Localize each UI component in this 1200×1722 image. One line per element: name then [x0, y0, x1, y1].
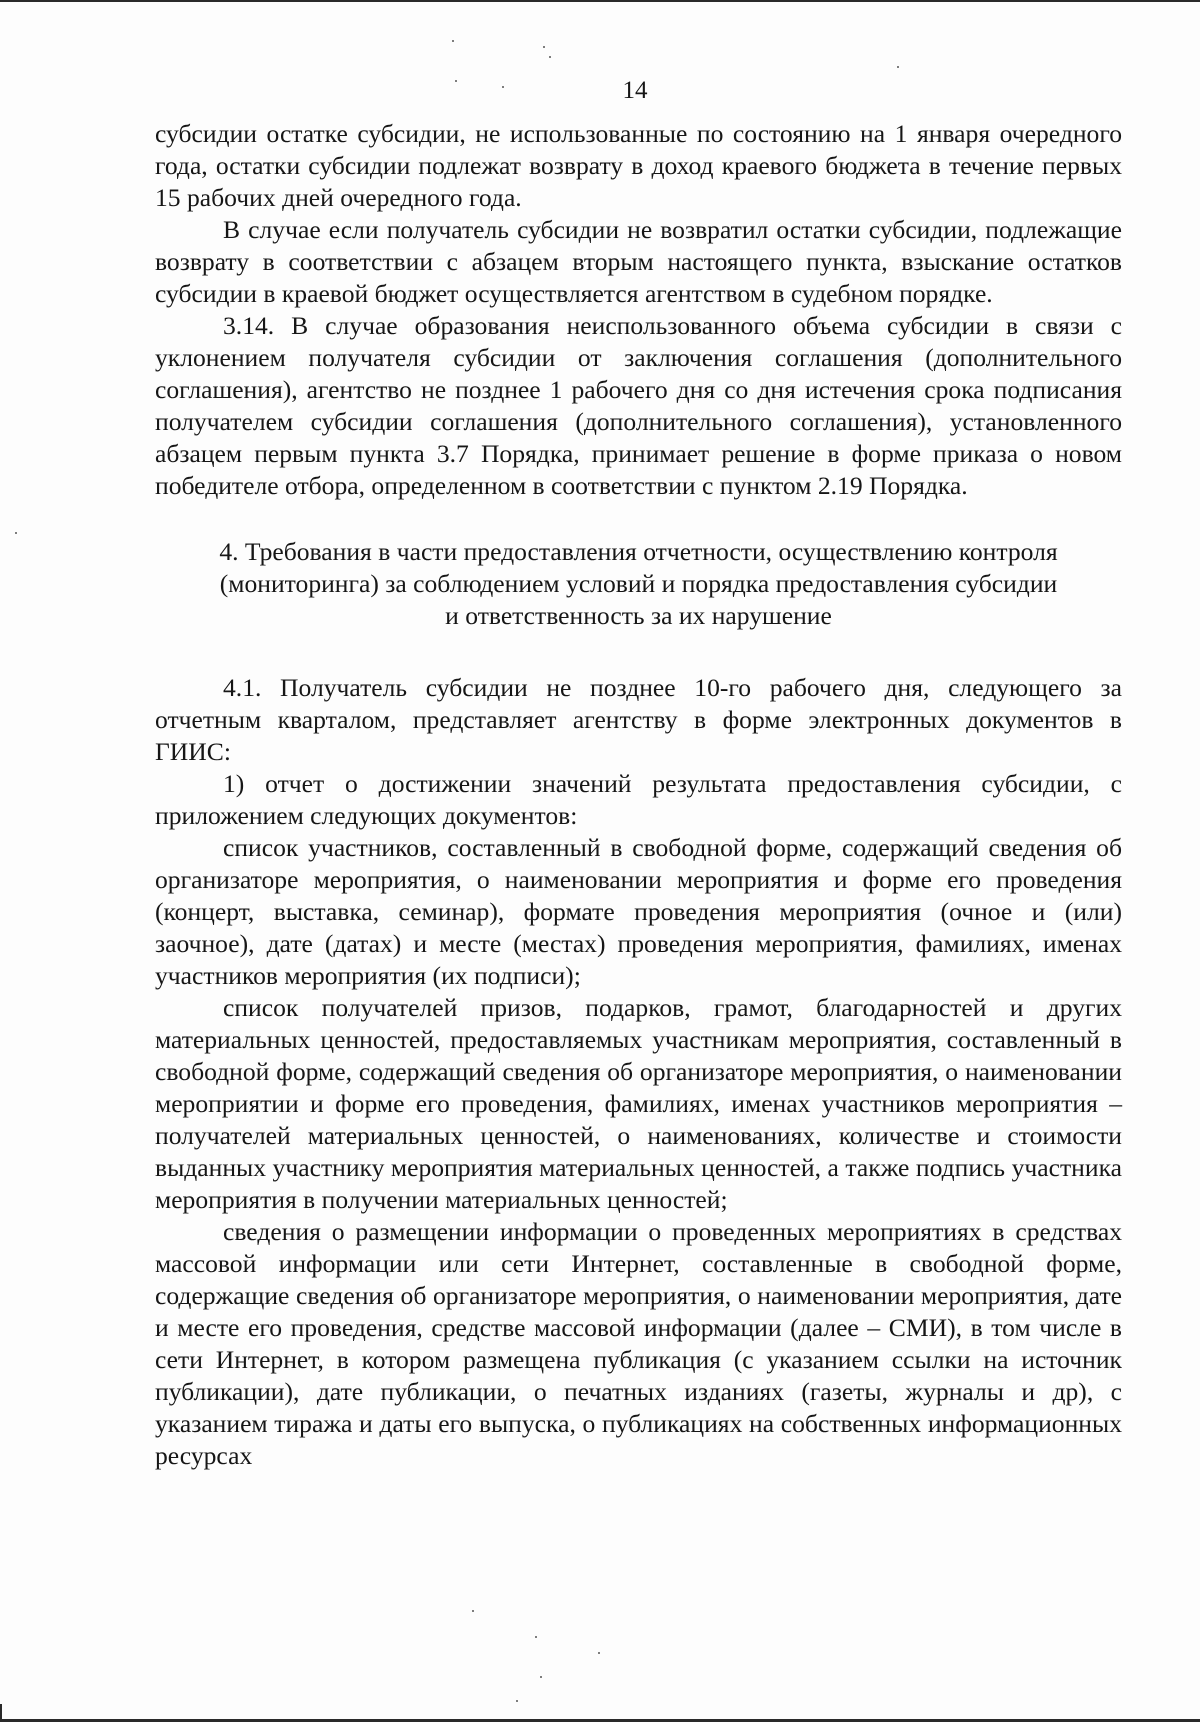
scan-speck	[540, 1676, 542, 1678]
section-heading-line: и ответственность за их нарушение	[445, 601, 832, 630]
paragraph-4-1: 4.1. Получатель субсидии не позднее 10-го рабочего дня, следующего за отчетным кварталом, представляет агентству в форме электронных документов в ГИИС:	[155, 673, 1122, 766]
scan-speck	[535, 1636, 537, 1638]
scan-speck	[452, 40, 454, 42]
scan-speck	[516, 1700, 518, 1702]
page-number: 14	[622, 77, 648, 104]
scan-speck	[15, 532, 17, 534]
document-body	[155, 118, 1122, 1472]
scan-speck	[897, 66, 899, 68]
scan-speck	[598, 1652, 600, 1654]
scan-edge-top	[0, 0, 1200, 2]
paragraph-participants-list: список участников, составленный в свободной форме, содержащий сведения об организаторе мероприятия, о наименовании мероприятия и форме его проведения (концерт, выставка, семинар), формате проведения мероприятия (очное и (или) заочное), дате (датах) и месте (местах) проведения мероприятия, фамилиях, именах участников мероприятия (их подписи);	[155, 833, 1122, 990]
paragraph-media-information: сведения о размещении информации о проведенных мероприятиях в средствах массовой информации или сети Интернет, составленные в свободной форме, содержащие сведения об организаторе мероприятия, о наименовании мероприятия, дате и месте его проведения, средстве массовой информации (далее – СМИ), в том числе в сети Интернет, в котором размещена публикация (с указанием ссылки на источник публикации), дате публикации, о печатных изданиях (газеты, журналы и др), с указанием тиража и даты его выпуска, о публикациях на собственных информационных ресурсах	[155, 1217, 1122, 1470]
scan-speck	[543, 46, 545, 48]
section-heading-line: (мониторинга) за соблюдением условий и порядка предоставления субсидии	[219, 569, 1058, 598]
paragraph-3-14: 3.14. В случае образования неиспользованного объема субсидии в связи с уклонением получателя субсидии от заключения соглашения (дополнительного соглашения), агентство не позднее 1 рабочего дня со дня истечения срока подписания получателем субсидии соглашения (дополнительного соглашения), установленного абзацем первым пункта 3.7 Порядка, принимает решение в форме приказа о новом победителе отбора, определенном в соответствии с пунктом 2.19 Порядка.	[155, 311, 1122, 500]
scan-speck	[472, 1610, 474, 1612]
paragraph-refund-enforcement: В случае если получатель субсидии не возвратил остатки субсидии, подлежащие возврату в соответствии с абзацем вторым настоящего пункта, взыскание остатков субсидии в краевой бюджет осуществляется агентством в судебном порядке.	[155, 215, 1122, 308]
paragraph-continuation: субсидии остатке субсидии, не использованные по состоянию на 1 января очередного года, остатки субсидии подлежат возврату в доход краевого бюджета в течение первых 15 рабочих дней очередного года.	[155, 119, 1122, 212]
paragraph-report-item-1: 1) отчет о достижении значений результата предоставления субсидии, с приложением следующих документов:	[155, 769, 1122, 830]
section-heading	[155, 536, 1122, 632]
section-heading-line: 4. Требования в части предоставления отчетности, осуществлению контроля	[219, 537, 1058, 566]
scan-speck	[549, 56, 551, 58]
paragraph-prize-recipients-list: список получателей призов, подарков, грамот, благодарностей и других материальных ценностей, предоставляемых участникам мероприятия, составленный в свободной форме, содержащий сведения об организаторе мероприятия, о наименовании мероприятии и форме его проведения, фамилиях, именах участников мероприятия – получателей материальных ценностей, о наименованиях, количестве и стоимости выданных участнику мероприятия материальных ценностей, а также подпись участника мероприятия в получении материальных ценностей;	[155, 993, 1122, 1214]
